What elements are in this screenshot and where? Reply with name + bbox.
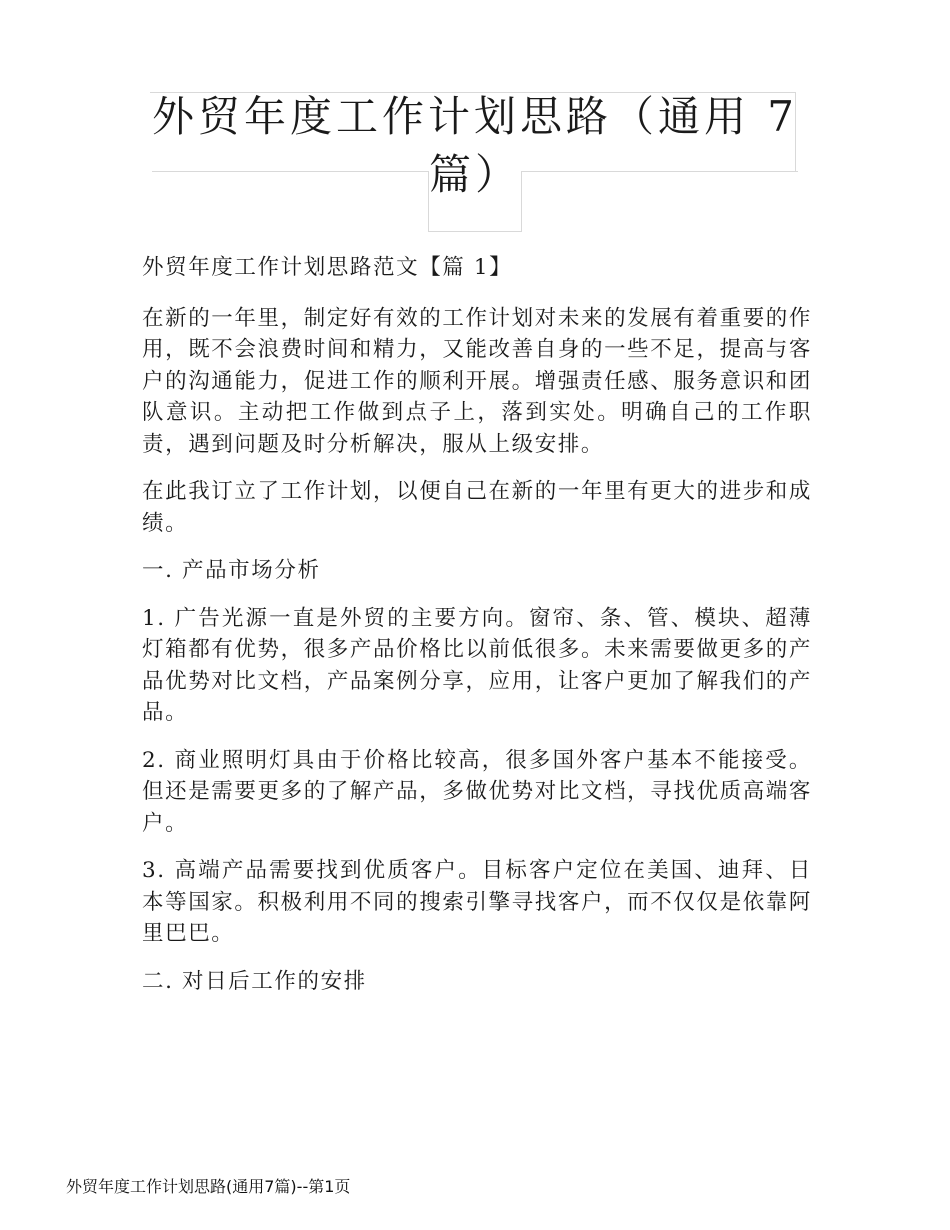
section-heading-arrangement: 二. 对日后工作的安排: [142, 968, 367, 994]
title-line-1: 外贸年度工作计划思路（通用 7: [151, 92, 799, 141]
paragraph-plan: 在此我订立了工作计划，以便自己在新的一年里有更大的进步和成绩。: [142, 479, 812, 536]
paragraph-point-3: 3. 高端产品需要找到优质客户。目标客户定位在美国、迪拜、日本等国家。积极利用不同的搜索引擎寻找客户，而不仅仅是依靠阿里巴巴。: [142, 858, 812, 946]
page-footer: 外贸年度工作计划思路(通用7篇)--第1页: [66, 1177, 351, 1196]
title-line-2: 篇）: [428, 150, 521, 199]
document-body: [142, 252, 812, 997]
paragraph-point-2: 2. 商业照明灯具由于价格比较高，很多国外客户基本不能接受。但还是需要更多的了解产品，多做优势对比文档，寻找优质高端客户。: [142, 747, 812, 836]
paragraph-intro: 在新的一年里，制定好有效的工作计划对未来的发展有着重要的作用，既不会浪费时间和精力，又能改善自身的一些不足，提高与客户的沟通能力，促进工作的顺利开展。增强责任感、服务意识和团队意识。主动把工作做到点子上，落到实处。明确自己的工作职责，遇到问题及时分析解决，服从上级安排。: [142, 305, 812, 457]
paragraph-point-1: 1. 广告光源一直是外贸的主要方向。窗帘、条、管、模块、超薄灯箱都有优势，很多产品价格比以前低很多。未来需要做更多的产品优势对比文档，产品案例分享，应用，让客户更加了解我们的产品。: [142, 605, 812, 725]
page-title: [150, 88, 800, 204]
section-heading-market: 一. 产品市场分析: [142, 558, 321, 583]
title-frame-box-bottom: [428, 231, 522, 232]
section-heading-article-1: 外贸年度工作计划思路范文【篇 1】: [142, 255, 513, 280]
